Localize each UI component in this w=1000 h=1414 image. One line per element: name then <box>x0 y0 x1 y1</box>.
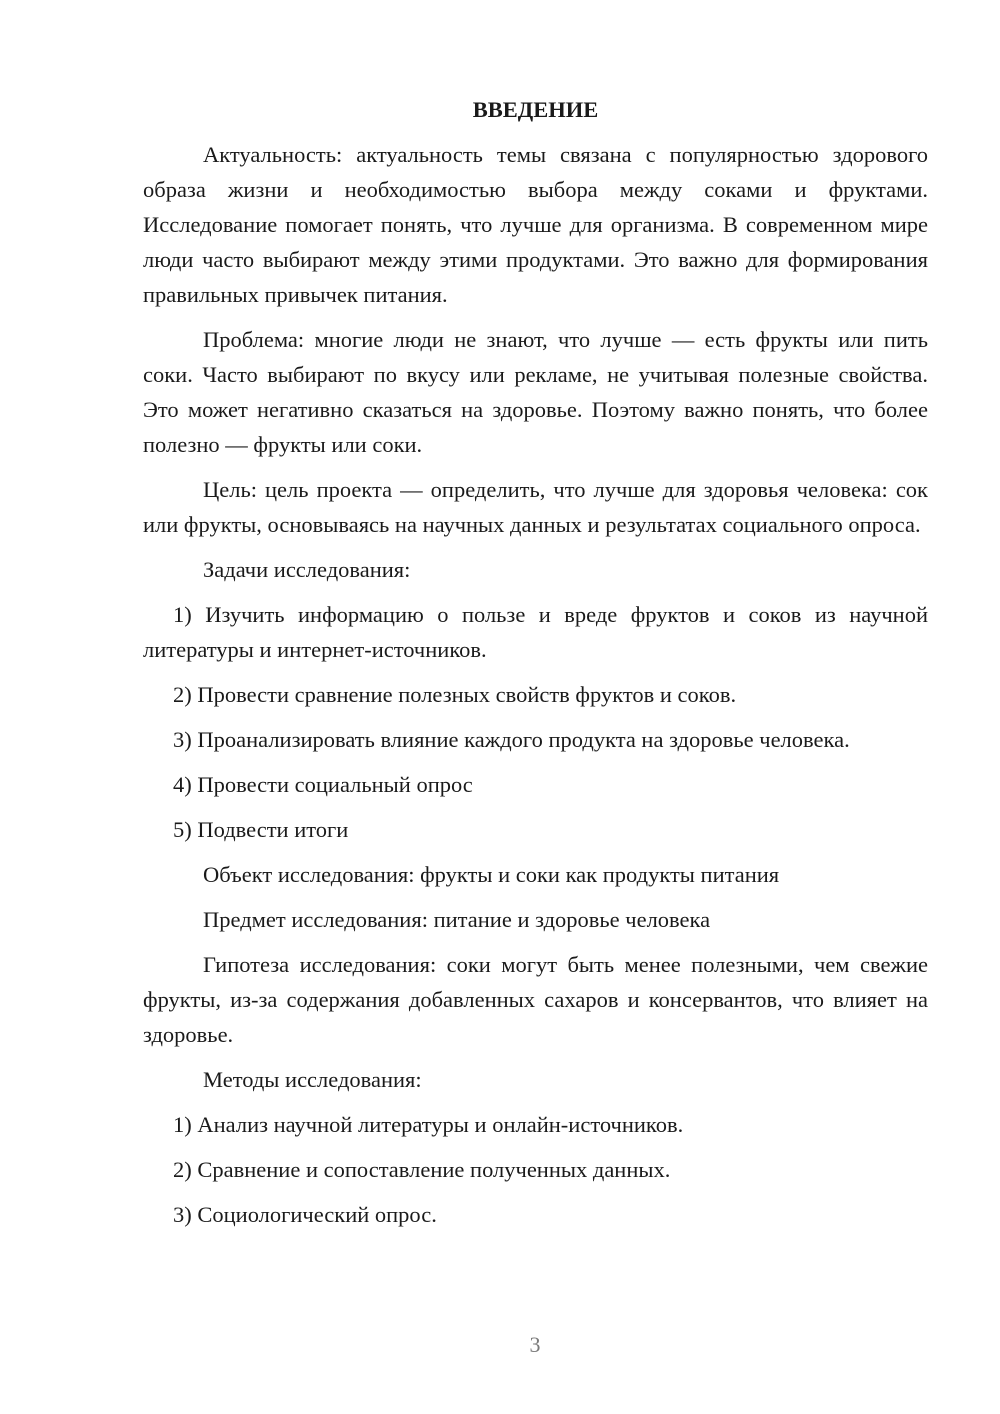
method-item-3: 3) Социологический опрос. <box>173 1202 437 1227</box>
paragraph-relevance: Актуальность: актуальность темы связана с популярностью здорового образа жизни и необходимостью выбора между соками и фруктами. Исследование помогает понять, что лучше для организма. В современном мире люди часто выбирают между этими продуктами. Это важно для формирования правильных привычек питания. <box>143 142 928 307</box>
paragraph-subject: Предмет исследования: питание и здоровье человека <box>203 907 711 932</box>
task-item-5: 5) Подвести итоги <box>173 817 349 842</box>
methods-heading: Методы исследования: <box>203 1067 422 1092</box>
page-number: 3 <box>529 1332 541 1357</box>
method-item-1: 1) Анализ научной литературы и онлайн-источников. <box>173 1112 684 1137</box>
paragraph-object: Объект исследования: фрукты и соки как продукты питания <box>203 862 780 887</box>
tasks-heading: Задачи исследования: <box>203 557 411 582</box>
method-item-2: 2) Сравнение и сопоставление полученных данных. <box>173 1157 671 1182</box>
paragraph-goal: Цель: цель проекта — определить, что лучше для здоровья человека: сок или фрукты, основываясь на научных данных и результатах социального опроса. <box>143 477 928 537</box>
task-item-3: 3) Проанализировать влияние каждого продукта на здоровье человека. <box>173 727 850 752</box>
document-page <box>143 92 928 1242</box>
paragraph-hypothesis: Гипотеза исследования: соки могут быть менее полезными, чем свежие фрукты, из-за содержания добавленных сахаров и консервантов, что влияет на здоровье. <box>143 952 928 1047</box>
section-title-text: ВВЕДЕНИЕ <box>472 97 599 122</box>
task-item-2: 2) Провести сравнение полезных свойств фруктов и соков. <box>173 682 737 707</box>
task-item-1: 1) Изучить информацию о пользе и вреде фруктов и соков из научной литературы и интернет-источников. <box>143 602 928 662</box>
paragraph-problem: Проблема: многие люди не знают, что лучше — есть фрукты или пить соки. Часто выбирают по вкусу или рекламе, не учитывая полезные свойства. Это может негативно сказаться на здоровье. Поэтому важно понять, что более полезно — фрукты или соки. <box>143 327 928 457</box>
section-title <box>143 92 928 127</box>
task-item-4: 4) Провести социальный опрос <box>173 772 473 797</box>
